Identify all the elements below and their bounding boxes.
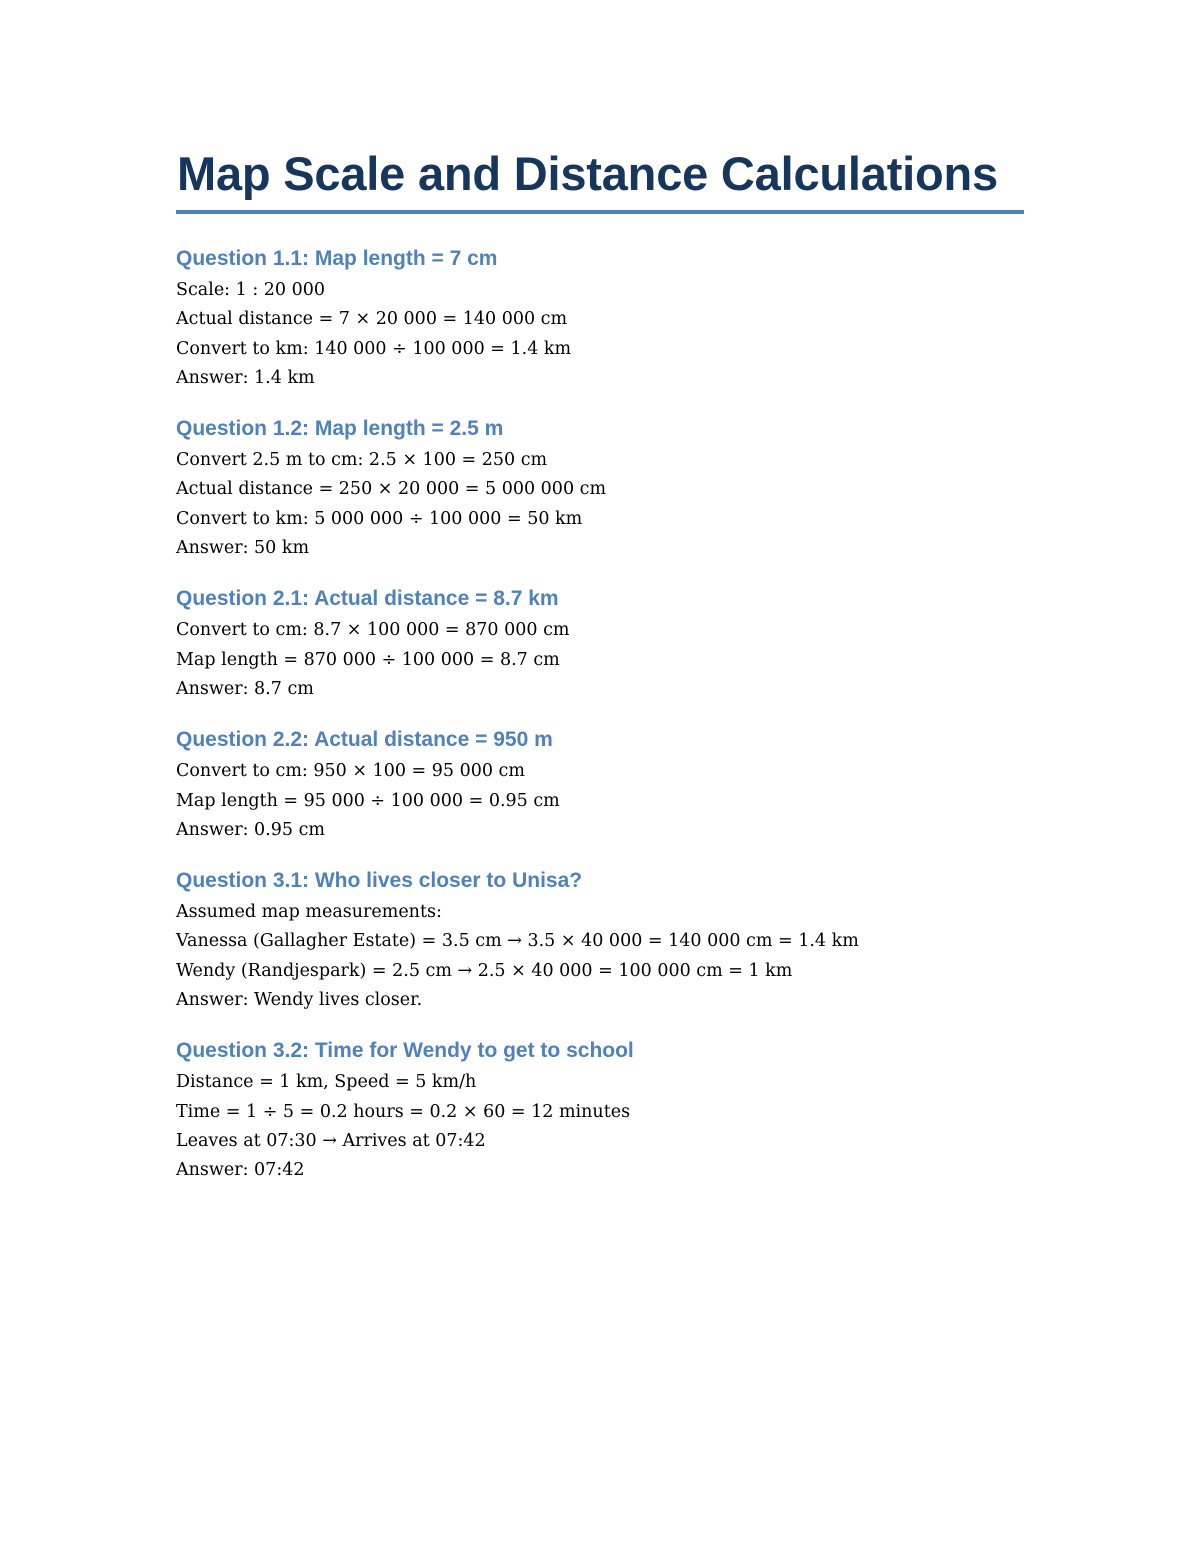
solution-line: Wendy (Randjespark) = 2.5 cm → 2.5 × 40 000 = 100 000 cm = 1 km xyxy=(176,960,793,981)
solution-line: Actual distance = 250 × 20 000 = 5 000 000 cm xyxy=(176,479,607,500)
solution-line: Convert to cm: 8.7 × 100 000 = 870 000 cm xyxy=(176,620,570,641)
solution-line: Actual distance = 7 × 20 000 = 140 000 cm xyxy=(176,309,568,330)
answer-line: Answer: 8.7 cm xyxy=(176,678,314,699)
question-sections xyxy=(176,242,1024,1186)
solution-line: Map length = 870 000 ÷ 100 000 = 8.7 cm xyxy=(176,649,560,670)
answer-line: Answer: 0.95 cm xyxy=(176,819,325,840)
question-heading: Question 1.2: Map length = 2.5 m xyxy=(176,417,504,441)
title-underline-rule xyxy=(176,210,1024,214)
question-2-1-section xyxy=(176,582,1024,704)
solution-line: Convert to cm: 950 × 100 = 95 000 cm xyxy=(176,761,525,782)
question-3-1-section xyxy=(176,864,1024,1015)
question-3-2-section xyxy=(176,1034,1024,1185)
solution-line: Scale: 1 : 20 000 xyxy=(176,280,326,300)
solution-line: Convert to km: 140 000 ÷ 100 000 = 1.4 km xyxy=(176,338,572,359)
question-1-1-section xyxy=(176,242,1024,393)
solution-line: Map length = 95 000 ÷ 100 000 = 0.95 cm xyxy=(176,790,560,811)
question-heading: Question 2.2: Actual distance = 950 m xyxy=(176,728,553,752)
question-heading: Question 1.1: Map length = 7 cm xyxy=(176,247,498,270)
solution-line: Time = 1 ÷ 5 = 0.2 hours = 0.2 × 60 = 12 minutes xyxy=(176,1101,631,1122)
question-heading: Question 3.1: Who lives closer to Unisa? xyxy=(176,869,583,893)
solution-line: Vanessa (Gallagher Estate) = 3.5 cm → 3.5 × 40 000 = 140 000 cm = 1.4 km xyxy=(176,931,859,952)
answer-line: Answer: 50 km xyxy=(176,538,310,559)
solution-line: Convert to km: 5 000 000 ÷ 100 000 = 50 km xyxy=(176,508,583,529)
solution-line: Distance = 1 km, Speed = 5 km/h xyxy=(176,1072,477,1093)
solution-line: Convert 2.5 m to cm: 2.5 × 100 = 250 cm xyxy=(176,450,548,471)
question-1-2-section xyxy=(176,412,1024,563)
answer-line: Answer: Wendy lives closer. xyxy=(176,990,423,1011)
answer-line: Answer: 1.4 km xyxy=(176,367,315,388)
question-heading: Question 3.2: Time for Wendy to get to school xyxy=(176,1039,634,1063)
question-heading: Question 2.1: Actual distance = 8.7 km xyxy=(176,587,559,611)
solution-line: Leaves at 07:30 → Arrives at 07:42 xyxy=(176,1130,486,1151)
question-2-2-section xyxy=(176,723,1024,845)
solution-line: Assumed map measurements: xyxy=(176,902,442,923)
answer-line: Answer: 07:42 xyxy=(176,1160,305,1181)
document-title: Map Scale and Distance Calculations xyxy=(177,147,998,200)
document-body xyxy=(176,142,1024,1205)
